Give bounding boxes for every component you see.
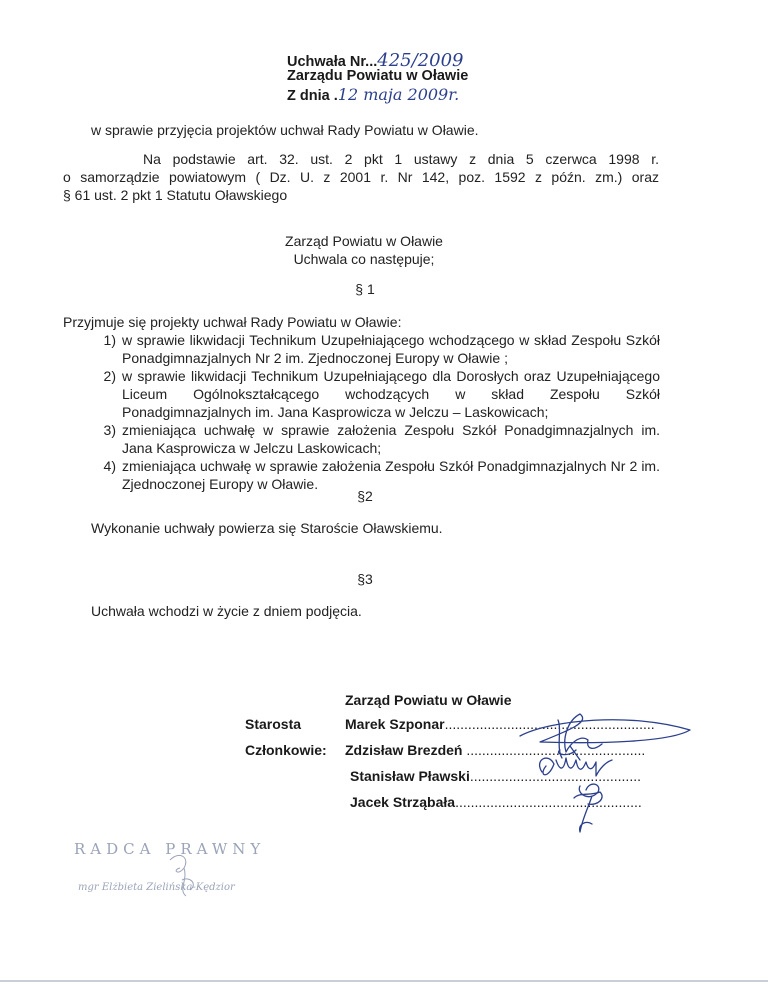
signature-stroke: [520, 714, 690, 752]
resolves-text: Uchwala co następuje;: [293, 251, 435, 267]
handwritten-resolution-number: 425/2009: [377, 50, 464, 71]
stamp-signature-stroke: [170, 855, 193, 896]
list-item-number: 1): [103, 332, 116, 348]
stamp-title: RADCA PRAWNY: [74, 840, 266, 858]
signature-board-title: Zarząd Powiatu w Oławie: [345, 692, 512, 708]
signature-dots: ..............................................: [462, 742, 646, 758]
dots: ...: [365, 54, 378, 70]
handwritten-date: 12 maja 2009r.: [337, 85, 460, 104]
board-name: Zarządu Powiatu w Oławie: [287, 68, 469, 84]
basis-line-1: Na podstawie art. 32. ust. 2 pkt 1 ustawy z dnia 5 czerwca 1998 r.: [143, 151, 659, 167]
dots: .: [333, 88, 338, 104]
list-item: [90, 421, 660, 457]
handwritten-signatures: [430, 700, 700, 840]
stamp-signature: [160, 850, 210, 900]
signature-stroke: [574, 792, 602, 804]
list-item-number: 2): [103, 368, 116, 384]
resolves-board: Zarząd Powiatu w Oławie: [285, 233, 443, 249]
basis-line-2: o samorządzie powiatowym ( Dz. U. z 2001 r. Nr 142, poz. 1592 z późn. zm.) oraz: [63, 169, 659, 185]
list-item-text: w sprawie likwidacji Technikum Uzupełniającego wchodzącego w skład Zespołu Szkół Ponadgimnazjalnych Nr 2 im. Zjednoczonej Europy w Oławie ;: [122, 332, 660, 366]
list-item: [90, 331, 660, 367]
date-line: [287, 85, 459, 104]
list-item-text: w sprawie likwidacji Technikum Uzupełniającego dla Dorosłych oraz Uzupełniającego Liceum Ogólnokształcącego wchodzących w skład Zespołu Szkół Ponadgimnazjalnych im. Jana Kasprowicza w Jelczu – Laskowicach;: [122, 368, 660, 420]
list-item-number: 4): [103, 458, 116, 474]
signatory-name: Stanisław Pławski: [350, 768, 470, 784]
signatory-name: Zdzisław Brezdeń: [345, 742, 463, 758]
section-3-heading: §3: [357, 571, 373, 587]
signature-dots: ......................................................: [444, 716, 655, 732]
subject-line: w sprawie przyjęcia projektów uchwał Rady Powiatu w Oławie.: [91, 122, 479, 138]
date-label: Z dnia: [287, 88, 330, 104]
signature-dots: ................................................: [455, 794, 642, 810]
section-1-list: [90, 331, 660, 493]
signatory-name: Marek Szponar: [345, 716, 445, 732]
page-bottom-edge: [0, 980, 768, 982]
basis-line-3: § 61 ust. 2 pkt 1 Statutu Oławskiego: [63, 187, 288, 203]
section-2-text: Wykonanie uchwały powierza się Staroście Oławskiemu.: [91, 520, 443, 536]
list-item-text: zmieniająca uchwałę w sprawie założenia Zespołu Szkół Ponadgimnazjalnych Nr 2 im. Zjednoczonej Europy w Oławie.: [122, 458, 660, 492]
section-3-text: Uchwała wchodzi w życie z dniem podjęcia.: [91, 603, 362, 619]
signature-stroke: [540, 758, 612, 776]
list-item: [90, 367, 660, 421]
members-label: Członkowie:: [245, 742, 327, 758]
list-item-text: zmieniająca uchwałę w sprawie założenia Zespołu Szkół Ponadgimnazjalnych im. Jana Kasprowicza w Jelczu Laskowicach;: [122, 422, 660, 456]
list-item-number: 3): [103, 422, 116, 438]
legal-basis: [63, 150, 659, 204]
signatory-name: Jacek Strząbała: [350, 794, 456, 810]
resolves-block: [184, 232, 544, 268]
stamp-name: mgr Elżbieta Zielińska-Kędzior: [78, 882, 235, 893]
section-1-heading: § 1: [355, 281, 375, 297]
starosta-label: Starosta: [245, 716, 302, 732]
signature-dots: ............................................: [469, 768, 641, 784]
signature-stroke: [579, 784, 599, 832]
resolution-number-label: Uchwała Nr: [287, 54, 366, 70]
section-1-intro: Przyjmuje się projekty uchwał Rady Powiatu w Oławie:: [63, 314, 402, 330]
section-2-heading: §2: [357, 488, 373, 504]
